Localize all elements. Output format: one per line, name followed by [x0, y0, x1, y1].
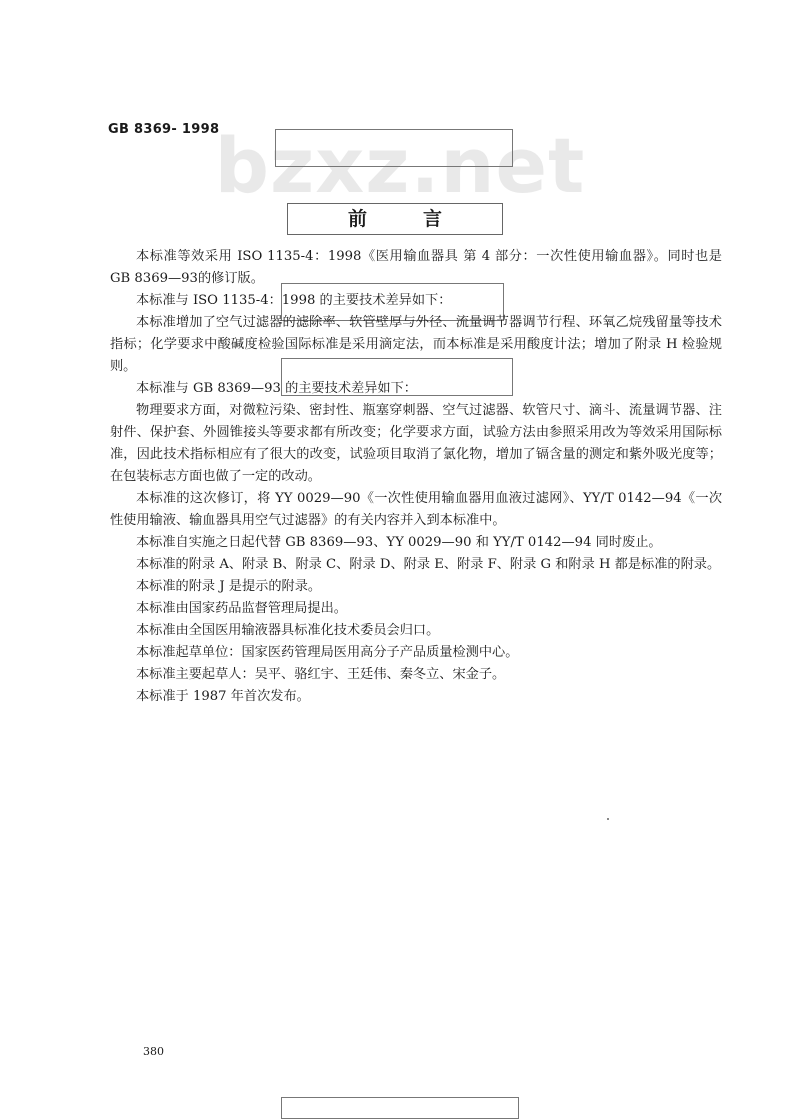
paragraph: 本标准的附录 A、附录 B、附录 C、附录 D、附录 E、附录 F、附录 G 和附录 H 都是标准的附录。: [136, 557, 721, 572]
paragraph: 本标准由国家药品监督管理局提出。: [136, 601, 347, 616]
overlay-box-top: [275, 129, 513, 167]
overlay-box-bottom: [281, 1097, 519, 1119]
preface-body: [110, 246, 722, 708]
paragraph: 本标准于 1987 年首次发布。: [136, 689, 310, 704]
paragraph: 本标准自实施之日起代替 GB 8369—93、YY 0029—90 和 YY/T 0142—94 同时废止。: [136, 535, 662, 550]
standard-code: GB 8369- 1998: [108, 122, 220, 137]
paragraph: 本标准与 ISO 1135-4：1998 的主要技术差异如下：: [136, 293, 452, 308]
paragraph: 本标准主要起草人：吴平、骆红宇、王廷伟、秦冬立、宋金子。: [136, 667, 506, 682]
paragraph: 本标准由全国医用输液器具标准化技术委员会归口。: [136, 623, 440, 638]
paragraph: 本标准起草单位：国家医药管理局医用高分子产品质量检测中心。: [136, 645, 519, 660]
paragraph: 本标准的附录 J 是提示的附录。: [136, 579, 322, 594]
scan-speck: [607, 818, 609, 820]
paragraph: 本标准的这次修订，将 YY 0029—90《一次性使用输血器用血液过滤网》、YY/T 0142—94《一次性使用输液、输血器具用空气过滤器》的有关内容并入到本标准中。: [110, 491, 722, 528]
page-number: 380: [143, 1045, 164, 1058]
watermark: bzxz.net: [214, 121, 586, 210]
paragraph: 物理要求方面，对微粒污染、密封性、瓶塞穿刺器、空气过滤器、软管尺寸、滴斗、流量调节器、注射件、保护套、外圆锥接头等要求都有所改变；化学要求方面，试验方法由参照采用改为等效采用国际标准，因此技术指标相应有了很大的改变，试验项目取消了氯化物，增加了镉含量的测定和紫外吸光度等；在包装标志方面也做了一定的改动。: [110, 403, 722, 484]
paragraph: 本标准与 GB 8369—93 的主要技术差异如下：: [136, 381, 417, 396]
section-title: 前言: [287, 203, 503, 235]
paragraph: 本标准增加了空气过滤器的滤除率、软管壁厚与外径、流量调节器调节行程、环氧乙烷残留量等技术指标；化学要求中酸碱度检验国际标准是采用滴定法，而本标准是采用酸度计法；增加了附录 H 检验规则。: [110, 315, 722, 374]
paragraph: 本标准等效采用 ISO 1135-4：1998《医用输血器具 第 4 部分：一次性使用输血器》。同时也是 GB 8369—93的修订版。: [110, 249, 722, 286]
